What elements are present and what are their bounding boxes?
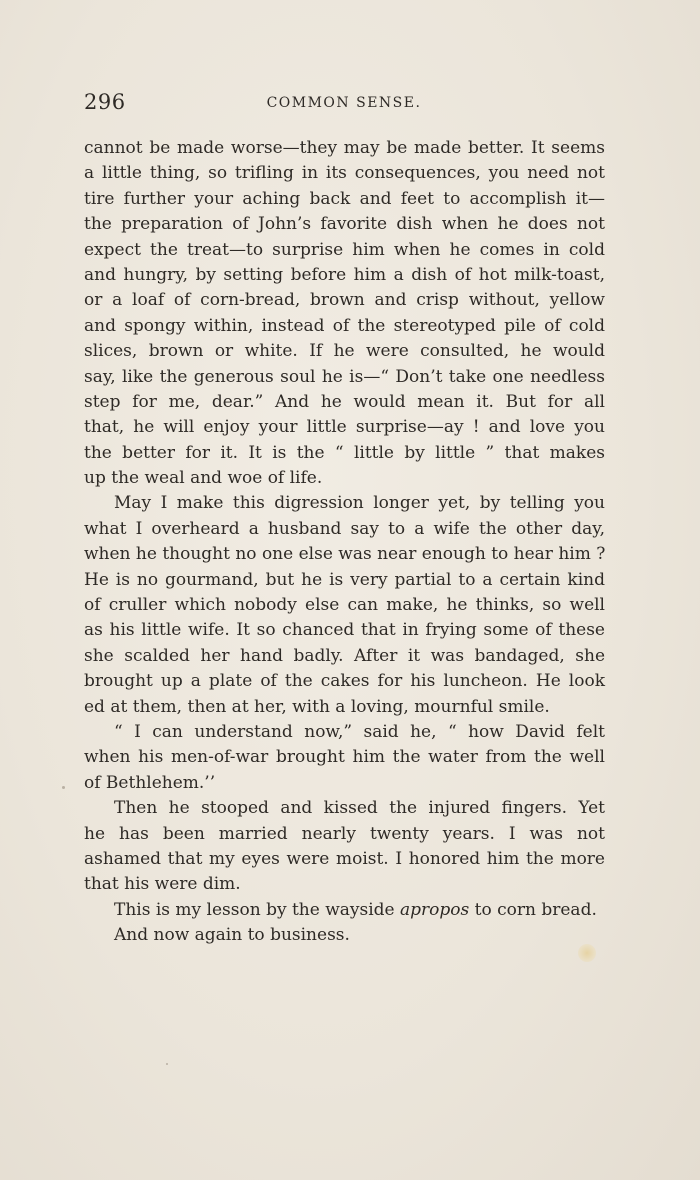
page-number: 296	[84, 90, 126, 114]
text-line: the preparation of John’s favorite dish when he does not	[84, 214, 605, 235]
text-line: And now again to business.	[114, 925, 350, 946]
text-line: step for me, dear.” And he would mean it. But for all	[84, 391, 605, 412]
text-line: the better for it. It is the “ little by little ” that makes	[84, 442, 605, 463]
text-run: to corn bread.	[469, 899, 597, 920]
running-head: COMMON SENSE.	[266, 95, 422, 111]
italic-word: apropos	[400, 899, 470, 920]
text-line: May I make this digression longer yet, by telling you	[114, 493, 605, 514]
text-line: expect the treat—to surprise him when he comes in cold	[84, 239, 605, 260]
page-header	[84, 90, 604, 120]
text-run: This is my lesson by the wayside	[114, 899, 401, 920]
text-line: ed at them, then at her, with a loving, mournful smile.	[84, 696, 550, 717]
text-line: as his little wife. It so chanced that in frying some of these	[84, 620, 605, 641]
text-line: up the weal and woe of life.	[84, 468, 323, 489]
text-line: when his men-of-war brought him the water from the well	[84, 747, 605, 768]
body-text	[84, 136, 605, 949]
text-line: and hungry, by setting before him a dish of hot milk-toast,	[84, 264, 605, 285]
text-line: or a loaf of corn-bread, brown and crisp without, yellow	[84, 290, 605, 311]
paper-speck	[166, 1063, 168, 1065]
text-line: cannot be made worse—they may be made better. It seems	[84, 138, 605, 158]
text-line: ashamed that my eyes were moist. I honored him the more	[84, 848, 605, 869]
text-line: tire further your aching back and feet to accomplish it—	[84, 188, 605, 209]
text-line: when he thought no one else was near enough to hear him ?	[84, 544, 606, 565]
text-line: what I overheard a husband say to a wife the other day,	[84, 518, 605, 539]
text-line: of Bethlehem.’’	[84, 772, 216, 793]
text-line: she scalded her hand badly. After it was bandaged, she	[84, 645, 605, 666]
text-line: say, like the generous soul he is—“ Don’t take one needless	[84, 366, 605, 387]
text-line: that, he will enjoy your little surprise—ay ! and love you	[84, 417, 605, 438]
paper-speck	[62, 786, 65, 789]
text-line: that his were dim.	[84, 874, 241, 895]
text-line: He is no gourmand, but he is very partial to a certain kind	[84, 569, 605, 590]
text-line: and spongy within, instead of the stereotyped pile of cold	[84, 315, 605, 336]
text-line	[84, 898, 605, 923]
text-line: of cruller which nobody else can make, he thinks, so well	[84, 595, 605, 616]
text-line: he has been married nearly twenty years. I was not	[84, 823, 605, 844]
text-line: brought up a plate of the cakes for his luncheon. He look	[84, 671, 605, 692]
text-line: Then he stooped and kissed the injured fingers. Yet	[114, 798, 605, 819]
text-line: a little thing, so trifling in its consequences, you need not	[84, 163, 605, 184]
text-line: slices, brown or white. If he were consulted, he would	[84, 341, 605, 362]
text-line: “ I can understand now,” said he, “ how David felt	[114, 721, 605, 742]
paper-stain	[578, 944, 596, 962]
